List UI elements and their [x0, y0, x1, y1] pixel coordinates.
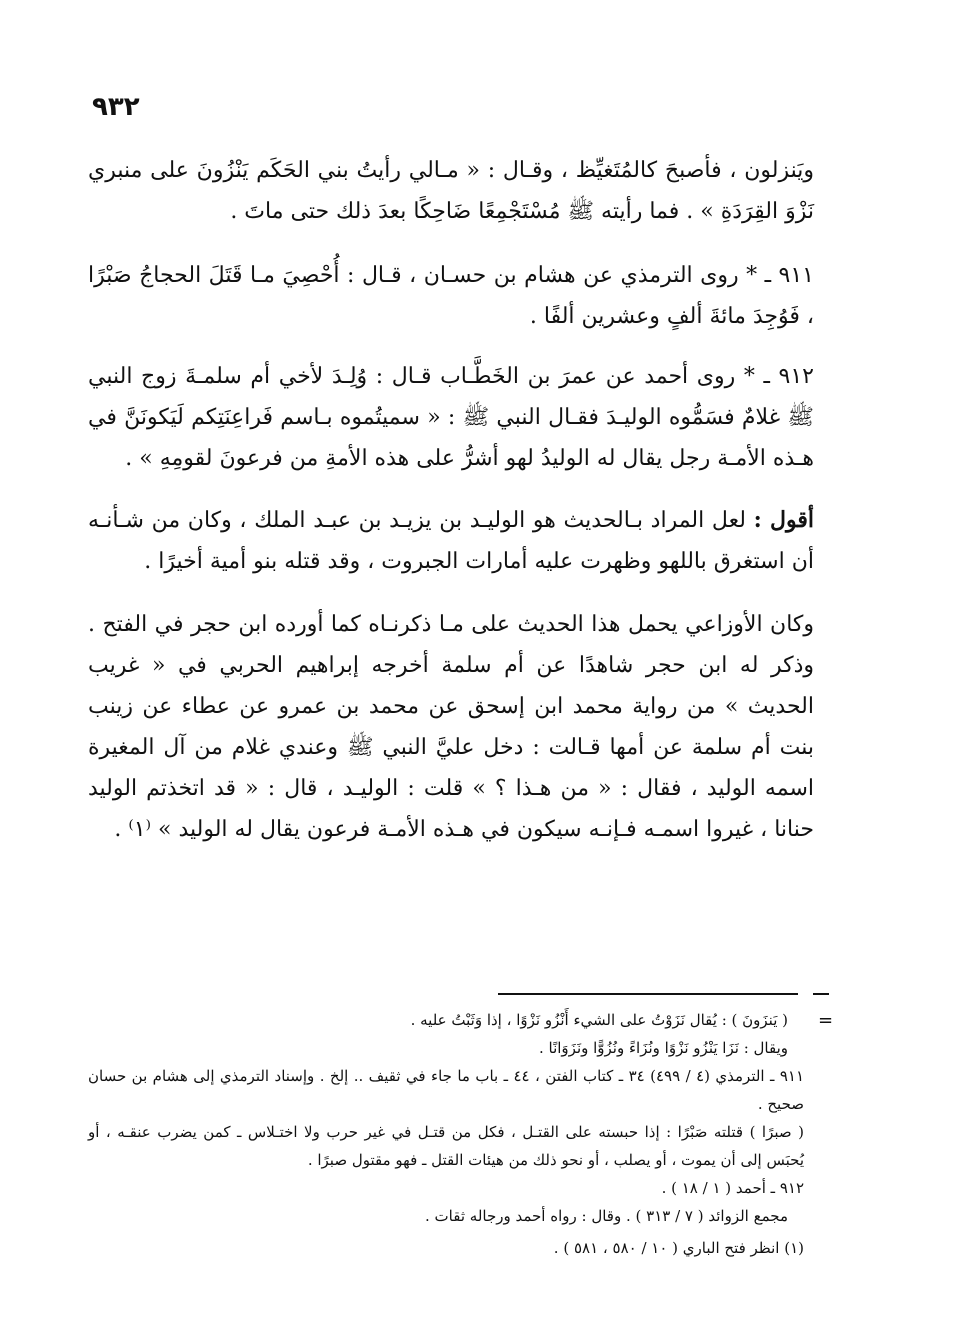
commentary-lead: أقول : — [753, 507, 814, 533]
footnote-line: ( يَنزَونَ ) : يُقال نَزَوْتُ على الشيء أَنْزُو نَزْوًا ، إذا وَثَبْتُ عليه . — [410, 1011, 788, 1029]
footnote-line: مجمع الزوائد ( ٧ / ٣١٣ ) . وقال : رواه أحمد ورجاله ثقات . — [425, 1207, 788, 1225]
footnote-separator — [498, 993, 798, 995]
commentary-text: لعل المراد بـالحديث هو الوليـد بن يزيـد بن عبـد الملك ، وكان من شـأنـه أن استغرق باللهو وظهرت عليه أمارات الجبروت ، وقد قتله بنو أمية أخيرًا . — [88, 508, 814, 574]
paragraph-commentary — [88, 500, 814, 582]
footnote-line: (١) انظر فتح الباري ( ١٠ / ٥٨٠ ، ٥٨١ ) . — [553, 1239, 804, 1257]
footnotes-block — [88, 1006, 804, 1262]
footnote-separator-short — [813, 993, 829, 995]
paragraph-awzai: وكان الأوزاعي يحمل هذا الحديث على مـا ذكرنـاه كما أورده ابن حجر في الفتح . وذكر له ابن حجر شاهدًا عن أم سلمة أخرجه إبراهيم الحربي في « غريب الحديث » من رواية محمد ابن إسحق عن محمد بن عمرو عن عطاء عن زينب بنت أم سلمة عن أمها قـالت : دخل عليَّ النبي ﷺ وعندي غلام من آل المغيرة اسمه الوليد ، فقال : « من هـذا ؟ » قلت : الوليـد ، قال : « قد اتخذتم الوليد حنانا ، غيروا اسمـه فـإنـه سيكون في هـذه الأمـة فرعون يقال له الوليد » ⁽١⁾ . — [88, 612, 814, 842]
paragraph-hadith-continuation: ويَنزلون ، فأصبحَ كالمُتَغيِّظ ، وقـال : « مـالي رأيتُ بني الحَكَم يَنْزُونَ على منبري نَزْوَ القِرَدَةِ » . فما رأيته ﷺ مُسْتَجْمِعًا ضَاحِكًا بعدَ ذلك حتى ماتَ . — [88, 158, 814, 224]
footnote-line: ٩١٢ ـ أحمد ( ١ / ١٨ ) . — [661, 1179, 804, 1197]
paragraph-hadith-912: ٩١٢ ـ * روى أحمد عن عمرَ بن الخَطَّـاب قـال : وُلِـدَ لأخي أم سلمـةَ زوج النبي ﷺ غلامٌ فسَمُّوه الوليـدَ فقـال النبي ﷺ : « سميتُموه بـاسم فَراعِنَتِكم لَيَكونَنَّ في هـذه الأمـة رجل يقال له الوليدُ لهو أشرُّ على هذه الأمةِ من فرعونَ لقومِهِ » . — [88, 364, 814, 471]
footnote-continuation-mark: = — [818, 1010, 834, 1031]
paragraph-hadith-911: ٩١١ ـ * روى الترمذي عن هشام بن حسـان ، قـال : أُحْصِيَ مـا قَتَلَ الحجاجُ صَبْرًا ، فَوُجِدَ مائةَ ألفٍ وعشرين ألفًا . — [88, 263, 814, 329]
footnote-line: ( صبرًا ) قتلته صَبْرًا : إذا حبسته على القتـل ، فكل من قتـل في غير حرب ولا اختـلاس ـ كمن يضرب عنقـه ، أو يُحبَس إلى أن يموت ، أو يصلب ، أو نحو ذلك من هيئات القتل ـ فهو مقتول صبرًا . — [88, 1123, 804, 1169]
footnote-line: ٩١١ ـ الترمذي (٤ / ٤٩٩) ٣٤ ـ كتاب الفتن ، ٤٤ ـ باب ما جاء في ثقيف .. إلخ . وإسناد الترمذي إلى هشام بن حسان صحيح . — [88, 1067, 804, 1113]
footnote-line: ويقال : نَزَا يَنْزُو نَزْوًا ونُزَاءً ونُزُوًّا ونَزَوَانًا . — [538, 1039, 788, 1057]
page-number: ٩٣٢ — [92, 92, 140, 122]
